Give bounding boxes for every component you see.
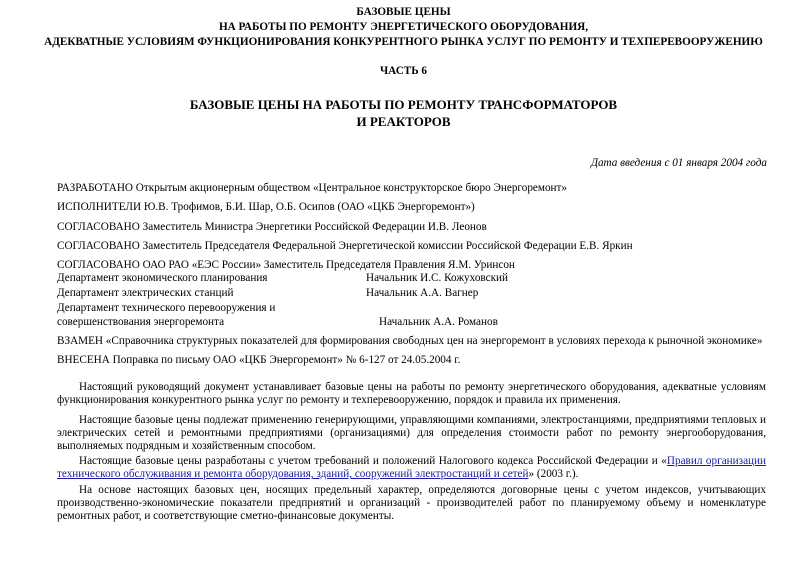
- agreed-ministry: СОГЛАСОВАНО Заместитель Министра Энергетики Российской Федерации И.В. Леонов: [57, 221, 487, 233]
- paragraph-text: » (2003 г.).: [528, 468, 579, 481]
- effective-date: Дата введения с 01 января 2004 года: [590, 157, 767, 169]
- header-line-3: АДЕКВАТНЫЕ УСЛОВИЯМ ФУНКЦИОНИРОВАНИЯ КОНКУРЕНТНОГО РЫНКА УСЛУГ ПО РЕМОНТУ И ТЕХПЕРЕВООРУЖЕНИЮ: [44, 36, 763, 48]
- developed-by: РАЗРАБОТАНО Открытым акционерным обществом «Центральное конструкторское бюро Энергоремонт»: [57, 182, 568, 194]
- document-title-line-2: И РЕАКТОРОВ: [356, 114, 451, 129]
- replaces-note: ВЗАМЕН «Справочника структурных показателей для формирования свободных цен на энергоремонт в условиях перехода к рыночной экономике»: [57, 335, 763, 347]
- department-name: совершенствования энергоремонта: [57, 316, 225, 328]
- regulations-link[interactable]: Правил организации технического обслуживания и ремонта оборудования, зданий, сооружений электростанций и сетей: [57, 455, 766, 481]
- executors: ИСПОЛНИТЕЛИ Ю.В. Трофимов, Б.И. Шар, О.Б. Осипов (ОАО «ЦКБ Энергоремонт»): [57, 201, 475, 213]
- department-head: Начальник А.А. Вагнер: [366, 287, 479, 299]
- paragraph: На основе настоящих базовых цен, носящих предельный характер, определяются договорные цены с учетом индексов, учитывающих производственно-экономические показатели предприятий и организаций - производителей работ по планируемому объему и номенклатуре ремонтных работ, и соответствующие сметно-финансовые документы.: [57, 484, 766, 523]
- paragraph: Настоящий руководящий документ устанавливает базовые цены на работы по ремонту энергетического оборудования, адекватные условиям функционирования конкурентного рынка услуг по ремонту и техперевооружению, порядок и правила их применения.: [57, 381, 766, 407]
- agreed-commission: СОГЛАСОВАНО Заместитель Председателя Федеральной Энергетической комиссии Российской Федерации Е.В. Яркин: [57, 240, 633, 252]
- paragraph-text: Настоящие базовые цены разработаны с учетом требований и положений Налогового кодекса Российской Федерации и «: [79, 455, 667, 467]
- department-head: Начальник А.А. Романов: [379, 316, 498, 328]
- department-name: Департамент технического перевооружения и: [57, 302, 276, 314]
- agreed-rao-ues: СОГЛАСОВАНО ОАО РАО «ЕЭС России» Заместитель Председателя Правления Я.М. Уринсон: [57, 259, 515, 271]
- document-title-line-1: БАЗОВЫЕ ЦЕНЫ НА РАБОТЫ ПО РЕМОНТУ ТРАНСФОРМАТОРОВ: [189, 97, 618, 112]
- paragraph: [57, 455, 766, 481]
- paragraph: Настоящие базовые цены подлежат применению генерирующими, управляющими компаниями, электростанциями, предприятиями тепловых и электрических сетей и ремонтными предприятиями (организациями) для определения стоимости работ по ремонту энергооборудования, выполняемых подрядным и хозяйственным способом.: [57, 414, 766, 453]
- department-name: Департамент экономического планирования: [57, 272, 268, 284]
- department-name: Департамент электрических станций: [57, 287, 234, 299]
- department-head: Начальник И.С. Кожуховский: [366, 272, 509, 284]
- header-line-2: НА РАБОТЫ ПО РЕМОНТУ ЭНЕРГЕТИЧЕСКОГО ОБОРУДОВАНИЯ,: [218, 21, 589, 33]
- header-line-1: БАЗОВЫЕ ЦЕНЫ: [356, 6, 451, 18]
- amendment-note: ВНЕСЕНА Поправка по письму ОАО «ЦКБ Энергоремонт» № 6-127 от 24.05.2004 г.: [57, 354, 461, 366]
- part-number: ЧАСТЬ 6: [379, 65, 428, 77]
